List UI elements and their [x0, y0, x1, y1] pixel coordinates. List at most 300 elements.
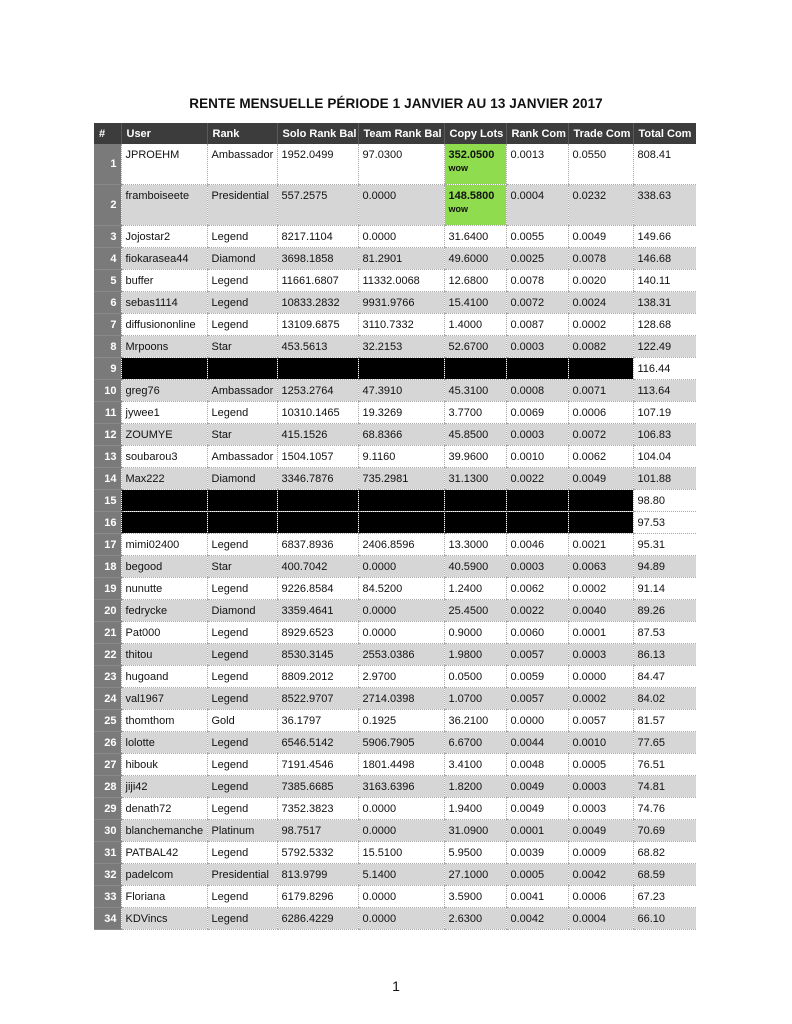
solo-rank-bal-cell: 10833.2832 — [277, 292, 358, 314]
row-index-cell: 18 — [94, 556, 121, 578]
rank-cell: Legend — [207, 842, 277, 864]
rank-com-cell: 0.0057 — [506, 644, 568, 666]
team-rank-bal-cell: 15.5100 — [358, 842, 444, 864]
total-com-cell: 94.89 — [633, 556, 696, 578]
highlighted-copy-lots-cell — [444, 185, 506, 226]
solo-rank-bal-cell: 1952.0499 — [277, 144, 358, 185]
copy-lots-cell: 36.2100 — [444, 710, 506, 732]
rank-com-cell: 0.0048 — [506, 754, 568, 776]
redacted-cell — [277, 490, 358, 512]
table-row — [94, 336, 696, 358]
rank-cell: Legend — [207, 666, 277, 688]
copy-lots-cell: 0.0500 — [444, 666, 506, 688]
redacted-cell — [568, 358, 633, 380]
trade-com-cell: 0.0010 — [568, 732, 633, 754]
rank-cell: Legend — [207, 798, 277, 820]
rank-cell: Legend — [207, 402, 277, 424]
team-rank-bal-cell: 47.3910 — [358, 380, 444, 402]
solo-rank-bal-cell: 6837.8936 — [277, 534, 358, 556]
total-com-cell: 84.02 — [633, 688, 696, 710]
rank-cell: Ambassador — [207, 380, 277, 402]
rank-com-cell: 0.0041 — [506, 886, 568, 908]
team-rank-bal-cell: 68.8366 — [358, 424, 444, 446]
row-index-cell: 23 — [94, 666, 121, 688]
copy-lots-cell: 1.2400 — [444, 578, 506, 600]
rank-cell: Ambassador — [207, 144, 277, 185]
copy-lots-cell: 2.6300 — [444, 908, 506, 930]
rank-com-cell: 0.0078 — [506, 270, 568, 292]
trade-com-cell: 0.0049 — [568, 226, 633, 248]
rank-com-cell: 0.0022 — [506, 468, 568, 490]
redacted-cell — [506, 358, 568, 380]
table-row — [94, 710, 696, 732]
user-cell: hibouk — [121, 754, 207, 776]
solo-rank-bal-cell: 3359.4641 — [277, 600, 358, 622]
rank-cell: Gold — [207, 710, 277, 732]
user-cell: begood — [121, 556, 207, 578]
table-row — [94, 688, 696, 710]
user-cell: blanchemanche — [121, 820, 207, 842]
rank-com-cell: 0.0062 — [506, 578, 568, 600]
team-rank-bal-cell: 32.2153 — [358, 336, 444, 358]
copy-lots-cell: 27.1000 — [444, 864, 506, 886]
copy-lots-cell: 1.0700 — [444, 688, 506, 710]
rank-cell: Ambassador — [207, 446, 277, 468]
rank-com-cell: 0.0001 — [506, 820, 568, 842]
rank-cell: Star — [207, 556, 277, 578]
total-com-cell: 89.26 — [633, 600, 696, 622]
rank-cell: Legend — [207, 314, 277, 336]
table-row — [94, 468, 696, 490]
user-cell: hugoand — [121, 666, 207, 688]
column-header-index: # — [94, 123, 121, 144]
total-com-cell: 338.63 — [633, 185, 696, 226]
table-row — [94, 248, 696, 270]
copy-lots-cell: 1.9400 — [444, 798, 506, 820]
page-title: RENTE MENSUELLE PÉRIODE 1 JANVIER AU 13 JANVIER 2017 — [189, 96, 603, 111]
redacted-cell — [277, 358, 358, 380]
user-cell: jiji42 — [121, 776, 207, 798]
solo-rank-bal-cell: 8809.2012 — [277, 666, 358, 688]
row-index-cell: 19 — [94, 578, 121, 600]
table-row — [94, 798, 696, 820]
trade-com-cell: 0.0002 — [568, 314, 633, 336]
rank-cell: Legend — [207, 292, 277, 314]
copy-lots-cell: 3.4100 — [444, 754, 506, 776]
solo-rank-bal-cell: 7191.4546 — [277, 754, 358, 776]
solo-rank-bal-cell: 5792.5332 — [277, 842, 358, 864]
row-index-cell: 21 — [94, 622, 121, 644]
total-com-cell: 86.13 — [633, 644, 696, 666]
trade-com-cell: 0.0550 — [568, 144, 633, 185]
column-header-rank-com: Rank Com — [506, 123, 568, 144]
trade-com-cell: 0.0004 — [568, 908, 633, 930]
redacted-cell — [444, 490, 506, 512]
copy-lots-cell: 45.3100 — [444, 380, 506, 402]
team-rank-bal-cell: 81.2901 — [358, 248, 444, 270]
table-row — [94, 424, 696, 446]
trade-com-cell: 0.0057 — [568, 710, 633, 732]
rank-cell: Legend — [207, 622, 277, 644]
row-index-cell: 5 — [94, 270, 121, 292]
row-index-cell: 33 — [94, 886, 121, 908]
trade-com-cell: 0.0009 — [568, 842, 633, 864]
trade-com-cell: 0.0063 — [568, 556, 633, 578]
redacted-cell — [358, 512, 444, 534]
row-index-cell: 17 — [94, 534, 121, 556]
rank-com-cell: 0.0042 — [506, 908, 568, 930]
rank-cell: Star — [207, 336, 277, 358]
copy-lots-cell: 1.8200 — [444, 776, 506, 798]
copy-lots-cell: 0.9000 — [444, 622, 506, 644]
team-rank-bal-cell: 0.1925 — [358, 710, 444, 732]
user-cell: soubarou3 — [121, 446, 207, 468]
trade-com-cell: 0.0003 — [568, 644, 633, 666]
copy-lots-cell: 1.4000 — [444, 314, 506, 336]
trade-com-cell: 0.0003 — [568, 776, 633, 798]
row-index-cell: 34 — [94, 908, 121, 930]
column-header-rank: Rank — [207, 123, 277, 144]
trade-com-cell: 0.0049 — [568, 468, 633, 490]
column-header-solo-rank-bal: Solo Rank Bal — [277, 123, 358, 144]
user-cell: jywee1 — [121, 402, 207, 424]
solo-rank-bal-cell: 3346.7876 — [277, 468, 358, 490]
user-cell: Floriana — [121, 886, 207, 908]
team-rank-bal-cell: 5906.7905 — [358, 732, 444, 754]
column-header-copy-lots: Copy Lots — [444, 123, 506, 144]
solo-rank-bal-cell: 7385.6685 — [277, 776, 358, 798]
solo-rank-bal-cell: 8522.9707 — [277, 688, 358, 710]
row-index-cell: 13 — [94, 446, 121, 468]
trade-com-cell: 0.0040 — [568, 600, 633, 622]
rank-com-cell: 0.0049 — [506, 776, 568, 798]
user-cell: lolotte — [121, 732, 207, 754]
table-row — [94, 556, 696, 578]
user-cell: ZOUMYE — [121, 424, 207, 446]
row-index-cell: 7 — [94, 314, 121, 336]
trade-com-cell: 0.0042 — [568, 864, 633, 886]
team-rank-bal-cell: 19.3269 — [358, 402, 444, 424]
rank-com-cell: 0.0055 — [506, 226, 568, 248]
row-index-cell: 28 — [94, 776, 121, 798]
copy-lots-cell: 5.9500 — [444, 842, 506, 864]
trade-com-cell: 0.0002 — [568, 688, 633, 710]
table-row — [94, 314, 696, 336]
rank-cell: Star — [207, 424, 277, 446]
redacted-cell — [506, 512, 568, 534]
total-com-cell: 808.41 — [633, 144, 696, 185]
rank-cell: Platinum — [207, 820, 277, 842]
rank-cell: Presidential — [207, 864, 277, 886]
copy-lots-cell: 52.6700 — [444, 336, 506, 358]
table-row — [94, 185, 696, 226]
team-rank-bal-cell: 2553.0386 — [358, 644, 444, 666]
total-com-cell: 104.04 — [633, 446, 696, 468]
trade-com-cell: 0.0078 — [568, 248, 633, 270]
redacted-cell — [358, 358, 444, 380]
team-rank-bal-cell: 0.0000 — [358, 226, 444, 248]
highlighted-copy-lots-cell — [444, 144, 506, 185]
team-rank-bal-cell: 0.0000 — [358, 908, 444, 930]
row-index-cell: 29 — [94, 798, 121, 820]
total-com-cell: 87.53 — [633, 622, 696, 644]
copy-lots-cell: 12.6800 — [444, 270, 506, 292]
table-row — [94, 402, 696, 424]
total-com-cell: 68.59 — [633, 864, 696, 886]
solo-rank-bal-cell: 6286.4229 — [277, 908, 358, 930]
row-index-cell: 12 — [94, 424, 121, 446]
page-number: 1 — [392, 978, 400, 994]
trade-com-cell: 0.0024 — [568, 292, 633, 314]
team-rank-bal-cell: 9.1160 — [358, 446, 444, 468]
rank-com-cell: 0.0039 — [506, 842, 568, 864]
rank-com-cell: 0.0003 — [506, 424, 568, 446]
total-com-cell: 81.57 — [633, 710, 696, 732]
solo-rank-bal-cell: 8929.6523 — [277, 622, 358, 644]
trade-com-cell: 0.0049 — [568, 820, 633, 842]
solo-rank-bal-cell: 7352.3823 — [277, 798, 358, 820]
team-rank-bal-cell: 97.0300 — [358, 144, 444, 185]
team-rank-bal-cell: 2.9700 — [358, 666, 444, 688]
total-com-cell: 138.31 — [633, 292, 696, 314]
rank-com-cell: 0.0008 — [506, 380, 568, 402]
row-index-cell: 6 — [94, 292, 121, 314]
user-cell: padelcom — [121, 864, 207, 886]
user-cell: buffer — [121, 270, 207, 292]
total-com-cell: 97.53 — [633, 512, 696, 534]
total-com-cell: 67.23 — [633, 886, 696, 908]
total-com-cell: 101.88 — [633, 468, 696, 490]
table-row — [94, 820, 696, 842]
rank-cell: Legend — [207, 908, 277, 930]
table-row — [94, 226, 696, 248]
user-cell: framboiseete — [121, 185, 207, 226]
trade-com-cell: 0.0020 — [568, 270, 633, 292]
rank-com-cell: 0.0069 — [506, 402, 568, 424]
row-index-cell: 25 — [94, 710, 121, 732]
row-index-cell: 14 — [94, 468, 121, 490]
rank-cell: Diamond — [207, 468, 277, 490]
total-com-cell: 84.47 — [633, 666, 696, 688]
table-row — [94, 512, 696, 534]
rank-com-cell: 0.0060 — [506, 622, 568, 644]
rank-com-cell: 0.0057 — [506, 688, 568, 710]
redacted-cell — [207, 358, 277, 380]
team-rank-bal-cell: 5.1400 — [358, 864, 444, 886]
table-row — [94, 908, 696, 930]
user-cell: nunutte — [121, 578, 207, 600]
redacted-cell — [506, 490, 568, 512]
row-index-cell: 24 — [94, 688, 121, 710]
rank-cell: Presidential — [207, 185, 277, 226]
total-com-cell: 122.49 — [633, 336, 696, 358]
team-rank-bal-cell: 1801.4498 — [358, 754, 444, 776]
total-com-cell: 140.11 — [633, 270, 696, 292]
solo-rank-bal-cell: 400.7042 — [277, 556, 358, 578]
trade-com-cell: 0.0072 — [568, 424, 633, 446]
team-rank-bal-cell: 0.0000 — [358, 622, 444, 644]
user-cell: denath72 — [121, 798, 207, 820]
team-rank-bal-cell: 0.0000 — [358, 886, 444, 908]
rank-cell: Legend — [207, 270, 277, 292]
user-cell: greg76 — [121, 380, 207, 402]
total-com-cell: 74.81 — [633, 776, 696, 798]
table-row — [94, 380, 696, 402]
ranking-table — [94, 123, 696, 930]
solo-rank-bal-cell: 8217.1104 — [277, 226, 358, 248]
copy-lots-cell: 3.7700 — [444, 402, 506, 424]
table-row — [94, 600, 696, 622]
table-row — [94, 842, 696, 864]
table-row — [94, 666, 696, 688]
team-rank-bal-cell: 0.0000 — [358, 185, 444, 226]
rank-com-cell: 0.0072 — [506, 292, 568, 314]
solo-rank-bal-cell: 557.2575 — [277, 185, 358, 226]
rank-cell: Legend — [207, 886, 277, 908]
trade-com-cell: 0.0232 — [568, 185, 633, 226]
total-com-cell: 74.76 — [633, 798, 696, 820]
table-row — [94, 446, 696, 468]
copy-lots-cell: 25.4500 — [444, 600, 506, 622]
rank-cell: Diamond — [207, 248, 277, 270]
user-cell: Max222 — [121, 468, 207, 490]
rank-cell: Legend — [207, 732, 277, 754]
row-index-cell: 30 — [94, 820, 121, 842]
rank-com-cell: 0.0059 — [506, 666, 568, 688]
trade-com-cell: 0.0002 — [568, 578, 633, 600]
redacted-cell — [444, 512, 506, 534]
table-row — [94, 270, 696, 292]
user-cell: JPROEHM — [121, 144, 207, 185]
redacted-cell — [207, 512, 277, 534]
row-index-cell: 32 — [94, 864, 121, 886]
row-index-cell: 20 — [94, 600, 121, 622]
user-cell: sebas1114 — [121, 292, 207, 314]
row-index-cell: 4 — [94, 248, 121, 270]
rank-cell: Legend — [207, 688, 277, 710]
total-com-cell: 98.80 — [633, 490, 696, 512]
table-row — [94, 622, 696, 644]
table-row — [94, 644, 696, 666]
total-com-cell: 149.66 — [633, 226, 696, 248]
copy-lots-value: 148.5800 — [448, 190, 495, 202]
rank-com-cell: 0.0000 — [506, 710, 568, 732]
trade-com-cell: 0.0062 — [568, 446, 633, 468]
redacted-cell — [121, 512, 207, 534]
table-row — [94, 886, 696, 908]
user-cell: diffusiononline — [121, 314, 207, 336]
trade-com-cell: 0.0082 — [568, 336, 633, 358]
rank-com-cell: 0.0022 — [506, 600, 568, 622]
copy-lots-cell: 13.3000 — [444, 534, 506, 556]
team-rank-bal-cell: 0.0000 — [358, 798, 444, 820]
table-header-row — [94, 123, 696, 144]
redacted-cell — [568, 512, 633, 534]
table-row — [94, 490, 696, 512]
table-body — [94, 144, 696, 930]
user-cell: Mrpoons — [121, 336, 207, 358]
rank-cell: Legend — [207, 754, 277, 776]
table-row — [94, 776, 696, 798]
trade-com-cell: 0.0021 — [568, 534, 633, 556]
column-header-user: User — [121, 123, 207, 144]
total-com-cell: 128.68 — [633, 314, 696, 336]
solo-rank-bal-cell: 6179.8296 — [277, 886, 358, 908]
row-index-cell: 26 — [94, 732, 121, 754]
copy-lots-cell: 31.1300 — [444, 468, 506, 490]
copy-lots-cell: 3.5900 — [444, 886, 506, 908]
trade-com-cell: 0.0006 — [568, 886, 633, 908]
wow-note: wow — [448, 204, 468, 214]
rank-com-cell: 0.0003 — [506, 556, 568, 578]
column-header-team-rank-bal: Team Rank Bal — [358, 123, 444, 144]
redacted-cell — [444, 358, 506, 380]
user-cell: fiokarasea44 — [121, 248, 207, 270]
trade-com-cell: 0.0071 — [568, 380, 633, 402]
rank-com-cell: 0.0046 — [506, 534, 568, 556]
rank-com-cell: 0.0049 — [506, 798, 568, 820]
table-row — [94, 292, 696, 314]
solo-rank-bal-cell: 10310.1465 — [277, 402, 358, 424]
total-com-cell: 68.82 — [633, 842, 696, 864]
rank-cell: Legend — [207, 776, 277, 798]
total-com-cell: 116.44 — [633, 358, 696, 380]
row-index-cell: 8 — [94, 336, 121, 358]
team-rank-bal-cell: 2406.8596 — [358, 534, 444, 556]
rank-cell: Legend — [207, 534, 277, 556]
row-index-cell: 3 — [94, 226, 121, 248]
total-com-cell: 76.51 — [633, 754, 696, 776]
column-header-total-com: Total Com — [633, 123, 696, 144]
team-rank-bal-cell: 3110.7332 — [358, 314, 444, 336]
trade-com-cell: 0.0000 — [568, 666, 633, 688]
redacted-cell — [121, 490, 207, 512]
rank-com-cell: 0.0087 — [506, 314, 568, 336]
solo-rank-bal-cell: 415.1526 — [277, 424, 358, 446]
rank-com-cell: 0.0025 — [506, 248, 568, 270]
table-row — [94, 534, 696, 556]
rank-com-cell: 0.0013 — [506, 144, 568, 185]
row-index-cell: 22 — [94, 644, 121, 666]
rank-cell: Legend — [207, 226, 277, 248]
solo-rank-bal-cell: 3698.1858 — [277, 248, 358, 270]
table-row — [94, 144, 696, 185]
solo-rank-bal-cell: 813.9799 — [277, 864, 358, 886]
solo-rank-bal-cell: 6546.5142 — [277, 732, 358, 754]
team-rank-bal-cell: 0.0000 — [358, 820, 444, 842]
solo-rank-bal-cell: 8530.3145 — [277, 644, 358, 666]
team-rank-bal-cell: 11332.0068 — [358, 270, 444, 292]
solo-rank-bal-cell: 1504.1057 — [277, 446, 358, 468]
total-com-cell: 106.83 — [633, 424, 696, 446]
rank-cell: Legend — [207, 578, 277, 600]
solo-rank-bal-cell: 11661.6807 — [277, 270, 358, 292]
redacted-cell — [121, 358, 207, 380]
total-com-cell: 70.69 — [633, 820, 696, 842]
user-cell: mimi02400 — [121, 534, 207, 556]
rank-com-cell: 0.0004 — [506, 185, 568, 226]
redacted-cell — [358, 490, 444, 512]
total-com-cell: 77.65 — [633, 732, 696, 754]
row-index-cell: 1 — [94, 144, 121, 185]
row-index-cell: 27 — [94, 754, 121, 776]
user-cell: KDVincs — [121, 908, 207, 930]
total-com-cell: 66.10 — [633, 908, 696, 930]
total-com-cell: 113.64 — [633, 380, 696, 402]
column-header-trade-com: Trade Com — [568, 123, 633, 144]
solo-rank-bal-cell: 36.1797 — [277, 710, 358, 732]
copy-lots-value: 352.0500 — [448, 149, 495, 161]
